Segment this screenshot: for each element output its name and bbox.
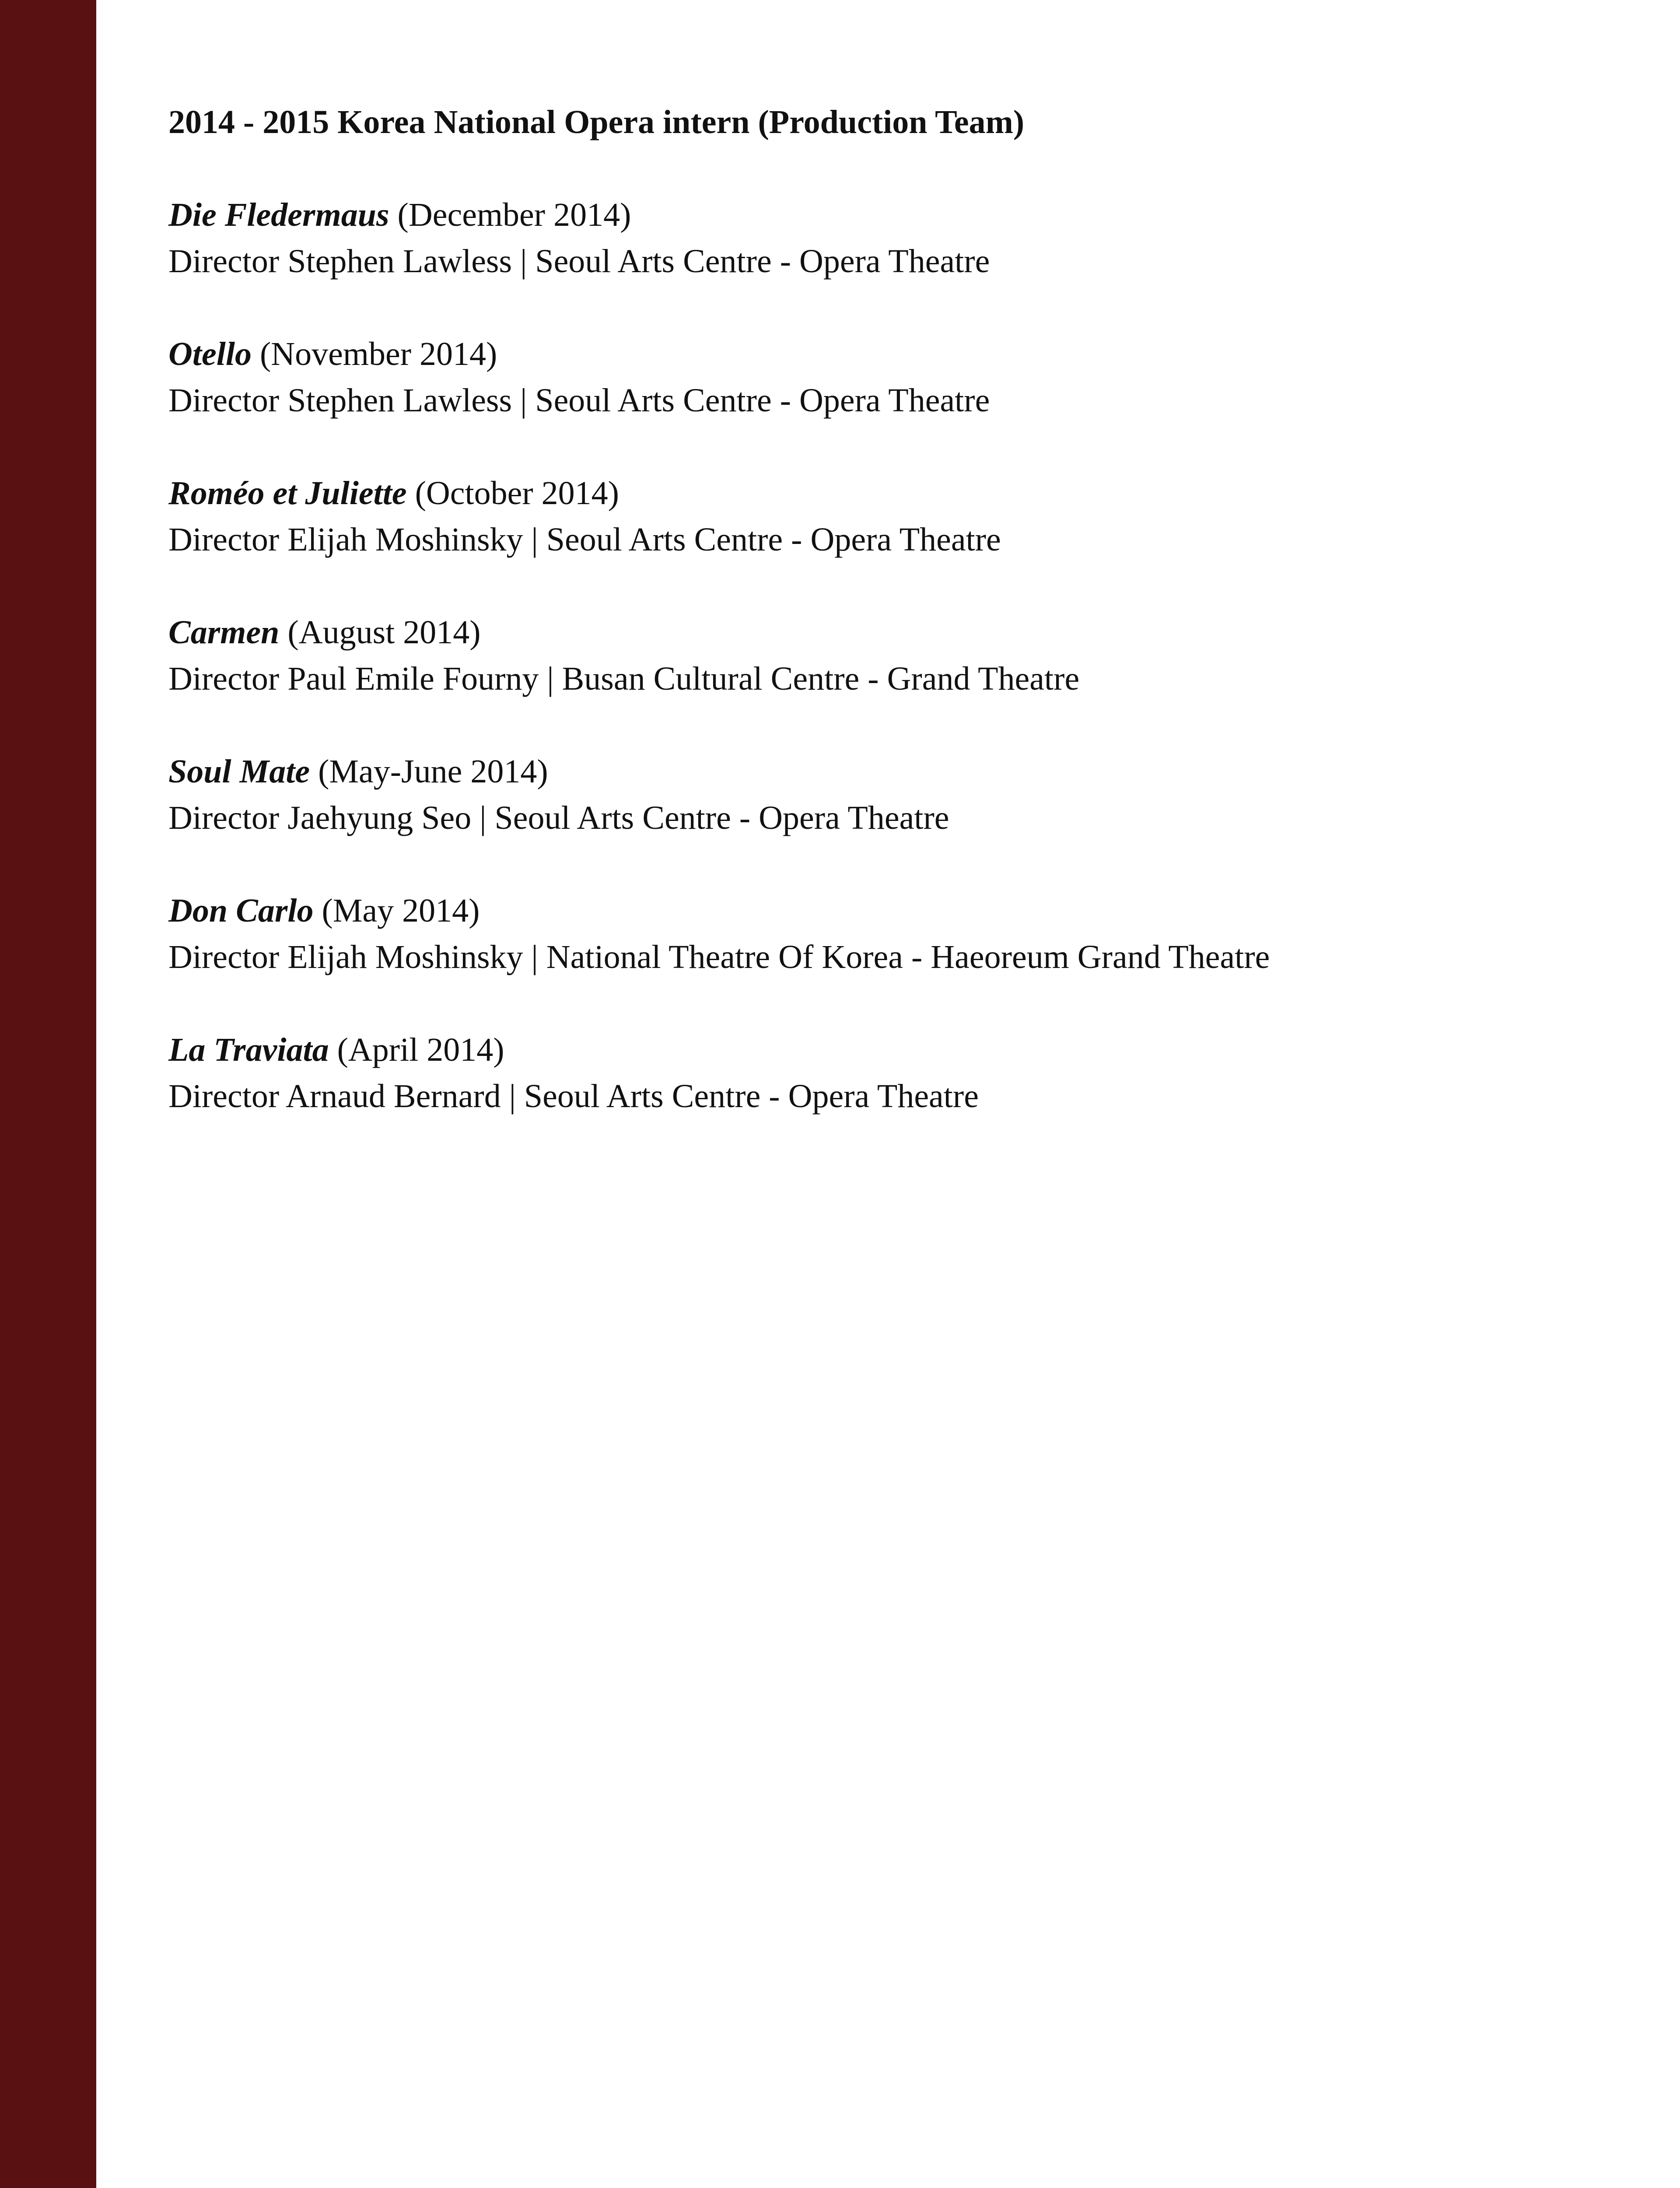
production-date: (October 2014) (415, 475, 619, 512)
entry-title-line (168, 331, 1612, 377)
section-heading: 2014 - 2015 Korea National Opera intern (Production Team) (168, 104, 1025, 140)
production-title: Carmen (168, 614, 280, 651)
production-title: Die Fledermaus (168, 196, 389, 233)
production-date: (April 2014) (337, 1031, 504, 1068)
production-title: La Traviata (168, 1031, 329, 1068)
side-bar (0, 0, 96, 2188)
production-title: Soul Mate (168, 753, 310, 790)
entry-item (168, 887, 1612, 980)
production-details: Director Elijah Moshinsky | National Theatre Of Korea - Haeoreum Grand Theatre (168, 939, 1270, 975)
production-title: Otello (168, 336, 252, 372)
production-details: Director Arnaud Bernard | Seoul Arts Centre - Opera Theatre (168, 1078, 979, 1115)
entry-title-line (168, 609, 1612, 656)
production-title: Don Carlo (168, 892, 314, 929)
production-date: (August 2014) (287, 614, 481, 651)
entry-title-line (168, 470, 1612, 516)
entry-item (168, 470, 1612, 563)
production-title: Roméo et Juliette (168, 475, 407, 512)
document-content (168, 99, 1612, 1166)
entry-item (168, 609, 1612, 702)
entry-item (168, 1027, 1612, 1119)
entry-title-line (168, 192, 1612, 238)
entry-item (168, 192, 1612, 284)
entry-item (168, 748, 1612, 841)
entry-title-line (168, 1027, 1612, 1073)
production-details: Director Jaehyung Seo | Seoul Arts Centre - Opera Theatre (168, 799, 949, 836)
production-details: Director Paul Emile Fourny | Busan Cultural Centre - Grand Theatre (168, 660, 1080, 697)
production-details: Director Stephen Lawless | Seoul Arts Centre - Opera Theatre (168, 382, 990, 419)
production-date: (November 2014) (259, 336, 497, 372)
entry-item (168, 331, 1612, 424)
entry-title-line (168, 748, 1612, 795)
production-date: (December 2014) (397, 196, 631, 233)
entry-title-line (168, 887, 1612, 934)
production-date: (May 2014) (322, 892, 480, 929)
production-date: (May-June 2014) (318, 753, 548, 790)
production-details: Director Elijah Moshinsky | Seoul Arts Centre - Opera Theatre (168, 521, 1001, 558)
production-details: Director Stephen Lawless | Seoul Arts Centre - Opera Theatre (168, 243, 990, 280)
